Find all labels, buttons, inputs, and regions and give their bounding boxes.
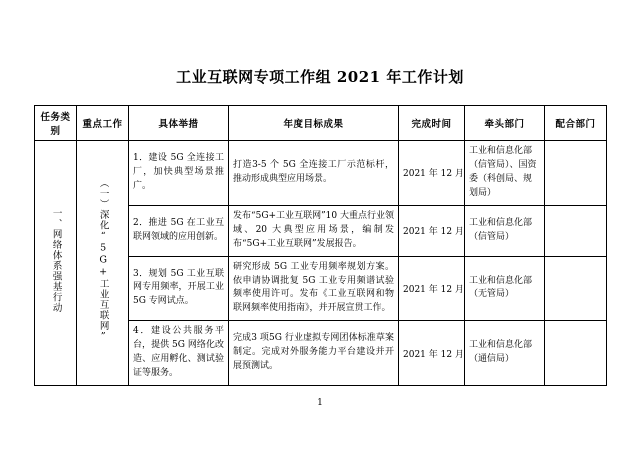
cell-goal: 打造3-5 个 5G 全连接工厂示范标杆，推动形成典型应用场景。 xyxy=(229,141,399,206)
category-label: 一、网络体系强基行动 xyxy=(50,208,62,314)
cell-goal: 发布“5G+工业互联网”10 大重点行业领域、20 大典型应用场景，编制发布“5G+工业互联网”发展报告。 xyxy=(229,205,399,256)
cell-measure: 4．建设公共服务平台，提供 5G 网络化改造、应用孵化、测试验证等服务。 xyxy=(129,321,229,386)
cell-lead-dept: 工业和信息化部（信管局）、国资委（科创局、规划局） xyxy=(465,141,545,206)
cell-time: 2021 年 12 月 xyxy=(399,141,465,206)
cell-coop-dept xyxy=(545,141,607,206)
column-header-category: 任务类别 xyxy=(35,106,77,141)
table-row xyxy=(35,141,607,206)
work-plan-table xyxy=(34,105,607,386)
key-work-label: （一）深化“5G+工业互联网” xyxy=(97,178,109,344)
cell-time: 2021 年 12 月 xyxy=(399,205,465,256)
cell-lead-dept: 工业和信息化部（信管局） xyxy=(465,205,545,256)
cell-goal: 研究形成 5G 工业专用频率规划方案。依申请协调批复 5G 工业专用频谱试验频率使用许可。发布《工业互联网和物联网频率使用指南》，并开展宣贯工作。 xyxy=(229,256,399,321)
column-header-key-work: 重点工作 xyxy=(77,106,129,141)
cell-measure: 1．建设 5G 全连接工厂，加快典型场景推广。 xyxy=(129,141,229,206)
page-number: 1 xyxy=(317,398,323,408)
cell-category xyxy=(35,141,77,386)
table-header-row xyxy=(35,106,607,141)
page-title: 工业互联网专项工作组 2021 年工作计划 xyxy=(176,68,464,86)
column-header-coop-dept: 配合部门 xyxy=(545,106,607,141)
cell-lead-dept: 工业和信息化部（通信局） xyxy=(465,321,545,386)
cell-lead-dept: 工业和信息化部（无管局） xyxy=(465,256,545,321)
cell-time: 2021 年 12 月 xyxy=(399,256,465,321)
cell-coop-dept xyxy=(545,321,607,386)
cell-time: 2021 年 12 月 xyxy=(399,321,465,386)
cell-key-work xyxy=(77,141,129,386)
column-header-lead-dept: 牵头部门 xyxy=(465,106,545,141)
work-plan-table-container xyxy=(34,105,606,386)
cell-goal: 完成3 项5G 行业虚拟专网团体标准草案制定。完成对外服务能力平台建设并开展预测试。 xyxy=(229,321,399,386)
cell-coop-dept xyxy=(545,256,607,321)
column-header-time: 完成时间 xyxy=(399,106,465,141)
column-header-goal: 年度目标成果 xyxy=(229,106,399,141)
cell-measure: 3．规划 5G 工业互联网专用频率，开展工业 5G 专网试点。 xyxy=(129,256,229,321)
cell-coop-dept xyxy=(545,205,607,256)
cell-measure: 2．推进 5G 在工业互联网领域的应用创新。 xyxy=(129,205,229,256)
column-header-measure: 具体举措 xyxy=(129,106,229,141)
